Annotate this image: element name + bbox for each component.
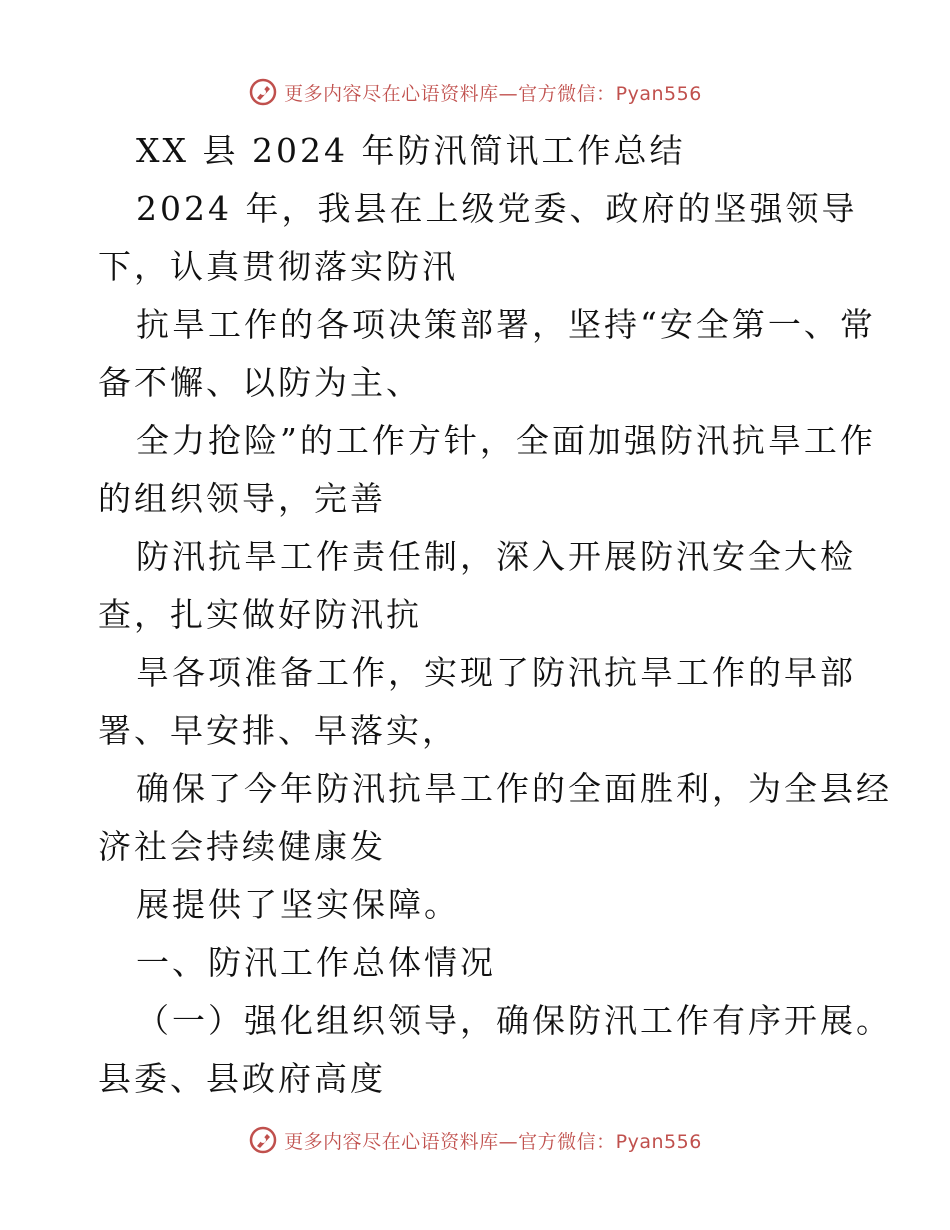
pen-logo-icon [248, 1125, 278, 1155]
text-line: 旱各项准备工作，实现了防汛抗旱工作的早部 [136, 653, 856, 692]
text-line: 署、早安排、早落实， [98, 711, 458, 750]
text-line: 济社会持续健康发 [98, 827, 386, 866]
text-line: 展提供了坚实保障。 [136, 885, 460, 924]
text-line: 确保了今年防汛抗旱工作的全面胜利，为全县经 [136, 769, 892, 808]
text-line: 备不懈、以防为主、 [98, 363, 422, 402]
text-line: 下，认真贯彻落实防汛 [98, 247, 458, 286]
text-line: 2024 年，我县在上级党委、政府的坚强领导 [136, 189, 858, 228]
text-line: 防汛抗旱工作责任制，深入开展防汛安全大检 [136, 537, 856, 576]
footer-watermark-text: 更多内容尽在心语资料库—官方微信：Pyan556 [284, 1130, 702, 1153]
header-watermark-banner [0, 72, 950, 112]
text-line: 县委、县政府高度 [98, 1059, 386, 1098]
text-line: （一）强化组织领导，确保防汛工作有序开展。 [136, 1001, 892, 1040]
header-watermark-text: 更多内容尽在心语资料库—官方微信：Pyan556 [284, 82, 702, 105]
text-line: 查，扎实做好防汛抗 [98, 595, 422, 634]
document-title: XX 县 2024 年防汛简讯工作总结 [136, 131, 686, 170]
text-line: 的组织领导，完善 [98, 479, 386, 518]
text-line: 全力抢险”的工作方针，全面加强防汛抗旱工作 [136, 421, 876, 460]
pen-logo-icon [248, 77, 278, 107]
text-line: 一、防汛工作总体情况 [136, 943, 496, 982]
footer-watermark-banner [0, 1120, 950, 1160]
text-line: 抗旱工作的各项决策部署，坚持“安全第一、常 [136, 305, 876, 344]
document-body [98, 122, 892, 1108]
